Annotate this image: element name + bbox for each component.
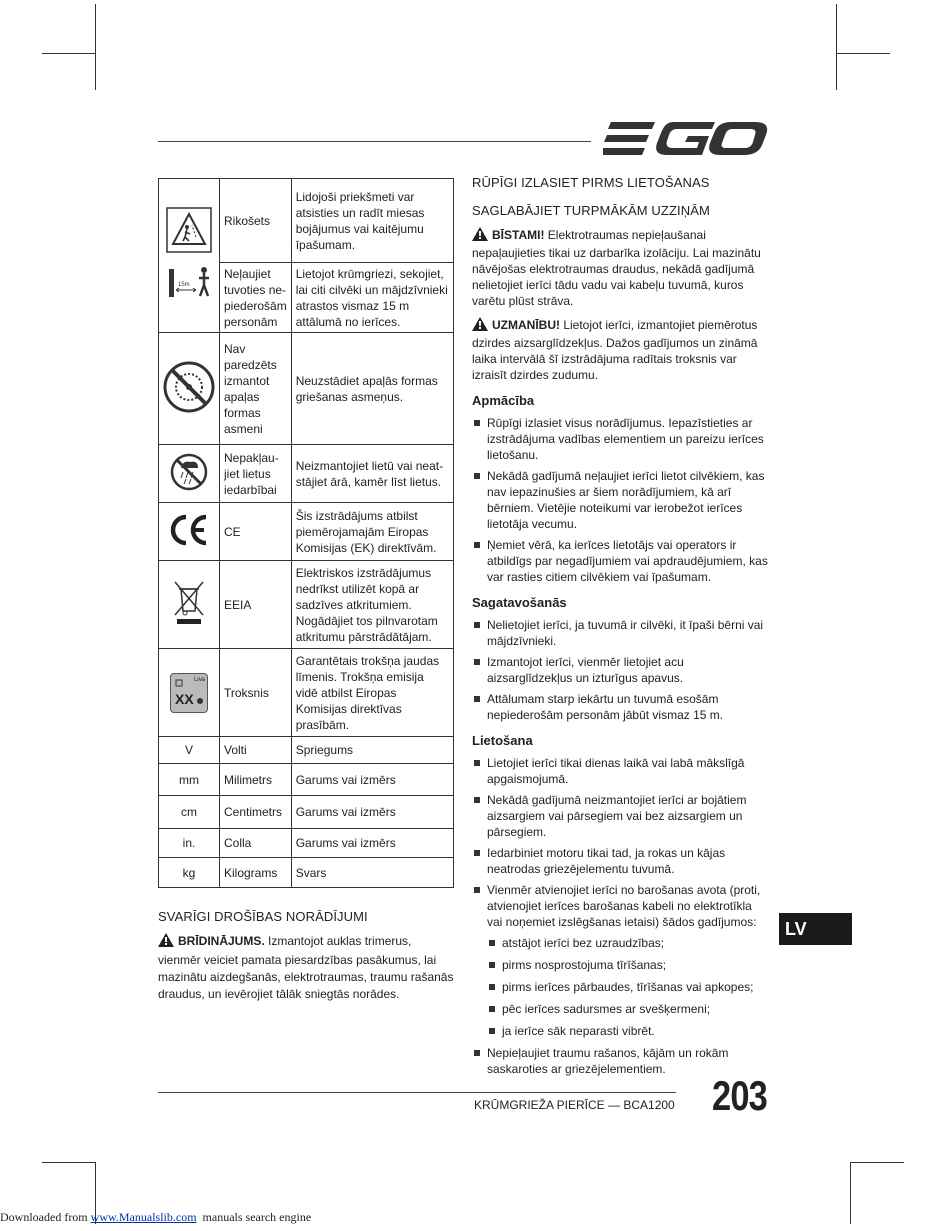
danger-paragraph — [472, 227, 770, 309]
table-row — [159, 179, 454, 263]
symbols-table — [158, 178, 454, 888]
symbol-name: Centimetrs — [220, 796, 292, 829]
training-list — [472, 415, 770, 585]
table-row — [159, 445, 454, 503]
manualslib-link[interactable]: www.Manualslib.com — [90, 1210, 197, 1224]
symbol-name: Nav paredzēts izmantot apaļas formas asmeni — [220, 333, 292, 445]
symbol-name: Kilograms — [220, 858, 292, 888]
sub-list-item: pirms nosprostojuma tīrīšanas; — [487, 957, 770, 973]
symbol-description: Lietojot krūmgriezi, sekojiet, lai citi cilvēki un mājdzīvnieki atrastos vismaz 15 m attālumā no ierīces. — [291, 263, 453, 333]
symbol-description: Elektriskos izstrādājumus nedrīkst utilizēt kopā ar sadzīves atkritumiem. Nogādājiet tos pilnvarotam atkritumu pārstrādātājam. — [291, 561, 453, 649]
list-item: Nepieļaujiet traumu rašanos, kājām un rokām saskaroties ar griezējelementiem. — [472, 1045, 770, 1077]
training-heading: Apmācība — [472, 393, 535, 408]
table-row — [159, 764, 454, 796]
symbol-name: Milimetrs — [220, 764, 292, 796]
left-column — [158, 908, 454, 1011]
keep-distance-icon — [159, 263, 219, 305]
ego-logo — [603, 119, 769, 164]
symbol-description: Svars — [291, 858, 453, 888]
page-number: 203 — [712, 1072, 768, 1119]
symbol-description: Garums vai izmērs — [291, 829, 453, 858]
warning-keyword: BRĪDINĀJUMS. — [178, 934, 265, 948]
sub-list — [487, 935, 770, 1039]
download-suffix: manuals search engine — [196, 1210, 312, 1224]
table-row — [159, 503, 454, 561]
list-item: Rūpīgi izlasiet visus norādījumus. Iepazīstieties ar izstrādājuma vadības elementiem un pareizu ierīces lietošanu. — [472, 415, 770, 463]
crop-mark — [850, 1162, 851, 1224]
unit-symbol: V — [159, 737, 220, 764]
preparation-list — [472, 617, 770, 723]
operation-list — [472, 755, 770, 1077]
noise-value-label: XX — [175, 690, 194, 707]
unit-symbol: mm — [159, 764, 220, 796]
no-circular-blade-icon — [159, 333, 220, 445]
download-bar — [0, 1210, 311, 1225]
language-tab: LV — [779, 913, 852, 945]
list-item: Lietojiet ierīci tikai dienas laikā vai labā mākslīgā apgaismojumā. — [472, 755, 770, 787]
warning-triangle-icon — [472, 227, 488, 245]
warning-text: Izmantojot auklas trimerus, vienmēr veiciet pamata piesardzības pasākumus, lai mazinātu aizdegšanās, elektrotraumas, traumu rašanās draudus, un ievērojiet tālāk sniegtās norādes. — [158, 934, 454, 1001]
download-prefix: Downloaded from — [0, 1210, 91, 1224]
list-item: Ņemiet vērā, ka ierīces lietotājs vai operators ir atbildīgs par negadījumiem vai apdraudējumiem, kas var rasties citiem cilvēkiem vai īpašumam. — [472, 537, 770, 585]
list-item: Nekādā gadījumā neizmantojiet ierīci ar bojātiem aizsargiem vai pārsegiem vai bez aizsargiem un pārsegiem. — [472, 792, 770, 840]
symbol-description: Lidojoši priekšmeti var atsisties un radīt miesas bojājumus vai kaitējumu īpašumam. — [291, 179, 453, 263]
safety-heading: SVARĪGI DROŠĪBAS NORĀDĪJUMI — [158, 909, 368, 924]
symbol-name: Rikošets — [220, 179, 292, 263]
list-item: Izmantojot ierīci, vienmēr lietojiet acu aizsarglīdzekļus un izturīgus apavus. — [472, 654, 770, 686]
table-row — [159, 829, 454, 858]
crop-mark — [42, 53, 95, 54]
symbol-name: Volti — [220, 737, 292, 764]
header-rule — [158, 141, 591, 142]
symbol-description: Neizmantojiet lietū vai neat-stājiet ārā, kamēr līst lietus. — [291, 445, 453, 503]
list-item: Iedarbiniet motoru tikai tad, ja rokas un kājas neatrodas griezējelementu tuvumā. — [472, 845, 770, 877]
ce-mark-icon — [159, 503, 220, 561]
warning-triangle-icon — [472, 317, 488, 335]
read-before-use-heading: RŪPĪGI IZLASIET PIRMS LIETOŠANAS — [472, 175, 710, 190]
table-row — [159, 649, 454, 737]
symbol-name: Neļaujiet tuvoties ne-piederošām personām — [220, 263, 292, 333]
right-column — [472, 175, 770, 1082]
unit-symbol: kg — [159, 858, 220, 888]
caution-text: Lietojot ierīci, izmantojiet piemērotus dzirdes aizsarglīdzekļus. Dažos gadījumos un zināmā laika intervālā šī izstrādājuma radītais troksnis var izraisīt dzirdes zudumu. — [472, 318, 758, 382]
unit-symbol: cm — [159, 796, 220, 829]
symbol-description: Garums vai izmērs — [291, 796, 453, 829]
sub-list-item: atstājot ierīci bez uzraudzības; — [487, 935, 770, 951]
crop-mark — [836, 4, 837, 90]
symbol-description: Garantētais trokšņa jaudas līmenis. Trokšņa emisija vidē atbilst Eiropas Komisijas direktīvas prasībām. — [291, 649, 453, 737]
crop-mark — [95, 4, 96, 90]
list-item-text: Vienmēr atvienojiet ierīci no barošanas avota (proti, atvienojiet ierīces barošanas kabeli no elektrotīkla vai noņemiet izslēgšanas ietaisi) šādos gadījumos: — [487, 883, 761, 929]
symbol-name: EEIA — [220, 561, 292, 649]
unit-symbol: in. — [159, 829, 220, 858]
sub-list-item: ja ierīce sāk neparasti vibrēt. — [487, 1023, 770, 1039]
save-instructions-heading: SAGLABĀJIET TURPMĀKĀM UZZIŅĀM — [472, 203, 710, 218]
noise-level-icon — [159, 649, 220, 737]
footer-title: KRŪMGRIEŽA PIERĪCE — BCA1200 — [474, 1098, 675, 1112]
sub-list-item: pirms ierīces pārbaudes, tīrīšanas vai apkopes; — [487, 979, 770, 995]
crop-mark — [42, 1162, 95, 1163]
svg-text:15m: 15m — [178, 281, 190, 288]
symbol-name: Troksnis — [220, 649, 292, 737]
no-rain-icon — [159, 445, 220, 503]
symbol-description: Šis izstrādājums atbilst piemērojamajām Eiropas Komisijas (EK) direktīvām. — [291, 503, 453, 561]
symbol-name: Nepakļau-jiet lietus iedarbībai — [220, 445, 292, 503]
list-item: Nelietojiet ierīci, ja tuvumā ir cilvēki, it īpaši bērni vai mājdzīvnieki. — [472, 617, 770, 649]
crop-mark — [851, 1162, 904, 1163]
sub-list-item: pēc ierīces sadursmes ar svešķermeni; — [487, 1001, 770, 1017]
list-item — [472, 882, 770, 1039]
symbol-name: CE — [220, 503, 292, 561]
table-row — [159, 561, 454, 649]
table-row — [159, 737, 454, 764]
table-row — [159, 796, 454, 829]
table-row — [159, 858, 454, 888]
noise-unit-label: Lwa — [193, 676, 205, 683]
table-row — [159, 333, 454, 445]
caution-paragraph — [472, 317, 770, 383]
list-item: Attālumam starp iekārtu un tuvumā esošām nepiederošām personām jābūt vismaz 15 m. — [472, 691, 770, 723]
ricochet-icon — [159, 207, 219, 257]
symbol-icon-cell — [159, 179, 220, 333]
danger-keyword: BĪSTAMI! — [492, 228, 545, 242]
symbol-name: Colla — [220, 829, 292, 858]
symbol-description: Garums vai izmērs — [291, 764, 453, 796]
caution-keyword: UZMANĪBU! — [492, 318, 560, 332]
weee-bin-icon — [159, 561, 220, 649]
list-item: Nekādā gadījumā neļaujiet ierīci lietot cilvēkiem, kas nav iepazinušies ar šiem norādījumiem, kā arī bērniem. Vietējie noteikumi var ierobežot ierīces lietotāja vecumu. — [472, 468, 770, 532]
danger-text: Elektrotraumas nepieļaušanai nepaļaujieties tikai uz darbarīka izolāciju. Lai mazinātu nāvējošas elektrotraumas draudus, nekādā gadījumā nelietojiet ierīci tādu vadu vai kabeļu tuvumā, kuros varētu plūst strāva. — [472, 228, 761, 308]
warning-paragraph — [158, 933, 454, 1003]
symbol-description: Spriegums — [291, 737, 453, 764]
warning-triangle-icon — [158, 933, 174, 952]
operation-heading: Lietošana — [472, 733, 533, 748]
symbol-description: Neuzstādiet apaļās formas griešanas asmeņus. — [291, 333, 453, 445]
preparation-heading: Sagatavošanās — [472, 595, 567, 610]
footer-rule — [158, 1092, 676, 1093]
crop-mark — [837, 53, 890, 54]
